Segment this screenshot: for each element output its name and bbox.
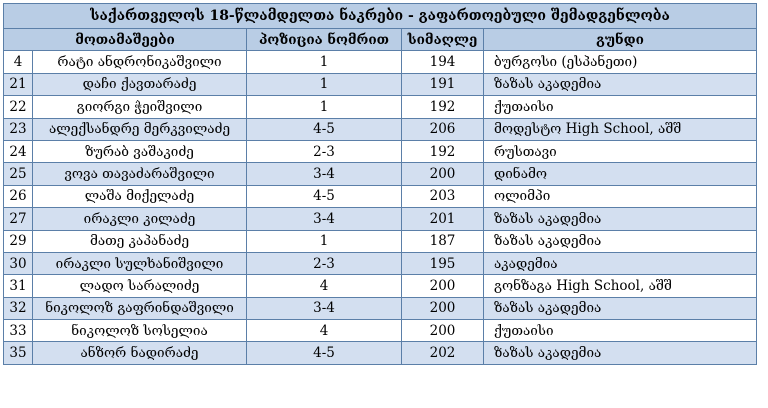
table-row — [4, 51, 757, 73]
player-number: 22 — [4, 96, 33, 118]
column-header-player: მოთამაშეები — [4, 29, 247, 51]
player-number: 4 — [4, 51, 33, 73]
player-name: რატი ანდრონიკაშვილი — [33, 51, 247, 73]
table-row — [4, 96, 757, 118]
player-team: დინამო — [484, 163, 757, 185]
player-team: ზაზას აკადემია — [484, 73, 757, 95]
player-team: ზაზას აკადემია — [484, 208, 757, 230]
player-team: გონზაგა High School, აშშ — [484, 275, 757, 297]
player-height: 201 — [402, 208, 484, 230]
player-name: ანზორ ნადირაძე — [33, 342, 247, 364]
player-position: 1 — [247, 96, 402, 118]
player-position: 1 — [247, 230, 402, 252]
table-row — [4, 275, 757, 297]
player-name: ნიკოლოზ გაფრინდაშვილი — [33, 297, 247, 319]
player-position: 4 — [247, 320, 402, 342]
player-position: 3-4 — [247, 208, 402, 230]
player-position: 2-3 — [247, 252, 402, 274]
player-height: 200 — [402, 297, 484, 319]
player-name: ლადო სარალიძე — [33, 275, 247, 297]
player-team: ქუთაისი — [484, 96, 757, 118]
player-number: 26 — [4, 185, 33, 207]
player-name: ზურაბ ვაშაკიძე — [33, 140, 247, 162]
player-number: 30 — [4, 252, 33, 274]
table-row — [4, 230, 757, 252]
player-position: 4 — [247, 275, 402, 297]
player-height: 206 — [402, 118, 484, 140]
player-name: ვოვა თავაძარაშვილი — [33, 163, 247, 185]
table-row — [4, 297, 757, 319]
player-height: 187 — [402, 230, 484, 252]
player-number: 33 — [4, 320, 33, 342]
player-position: 1 — [247, 73, 402, 95]
player-height: 192 — [402, 96, 484, 118]
player-height: 200 — [402, 275, 484, 297]
player-name: გიორგი ჭეიშვილი — [33, 96, 247, 118]
roster-body — [4, 51, 757, 364]
player-number: 31 — [4, 275, 33, 297]
player-team: ზაზას აკადემია — [484, 230, 757, 252]
player-position: 3-4 — [247, 163, 402, 185]
player-number: 23 — [4, 118, 33, 140]
player-team: ზაზას აკადემია — [484, 297, 757, 319]
column-header-position: პოზიცია ნომრით — [247, 29, 402, 51]
table-row — [4, 73, 757, 95]
column-header-team: გუნდი — [484, 29, 757, 51]
player-position: 2-3 — [247, 140, 402, 162]
player-team: მოდესტო High School, აშშ — [484, 118, 757, 140]
table-row — [4, 320, 757, 342]
player-position: 1 — [247, 51, 402, 73]
player-name: ირაკლი კილაძე — [33, 208, 247, 230]
player-number: 29 — [4, 230, 33, 252]
player-name: ირაკლი სულხანიშვილი — [33, 252, 247, 274]
player-team: რუსთავი — [484, 140, 757, 162]
player-height: 203 — [402, 185, 484, 207]
player-number: 27 — [4, 208, 33, 230]
player-number: 32 — [4, 297, 33, 319]
player-height: 191 — [402, 73, 484, 95]
player-height: 200 — [402, 163, 484, 185]
player-height: 195 — [402, 252, 484, 274]
player-team: ზაზას აკადემია — [484, 342, 757, 364]
player-number: 21 — [4, 73, 33, 95]
player-number: 25 — [4, 163, 33, 185]
player-team: აკადემია — [484, 252, 757, 274]
player-name: მათე კაპანაძე — [33, 230, 247, 252]
player-number: 24 — [4, 140, 33, 162]
player-height: 200 — [402, 320, 484, 342]
player-position: 4-5 — [247, 118, 402, 140]
table-title: საქართველოს 18-წლამდელთა ნაკრები - გაფართოებული შემადგენლობა — [4, 4, 757, 29]
player-team: ქუთაისი — [484, 320, 757, 342]
table-row — [4, 163, 757, 185]
player-name: ლაშა მიქელაძე — [33, 185, 247, 207]
table-row — [4, 185, 757, 207]
table-row — [4, 140, 757, 162]
player-number: 35 — [4, 342, 33, 364]
table-row — [4, 342, 757, 364]
player-name: დაჩი ქავთარაძე — [33, 73, 247, 95]
player-position: 3-4 — [247, 297, 402, 319]
player-position: 4-5 — [247, 185, 402, 207]
table-row — [4, 208, 757, 230]
player-height: 194 — [402, 51, 484, 73]
player-height: 202 — [402, 342, 484, 364]
table-row — [4, 118, 757, 140]
player-name: ნიკოლოზ სოსელია — [33, 320, 247, 342]
player-height: 192 — [402, 140, 484, 162]
player-name: ალექსანდრე მერკვილაძე — [33, 118, 247, 140]
roster-table — [3, 3, 757, 365]
column-header-height: სიმაღლე — [402, 29, 484, 51]
player-position: 4-5 — [247, 342, 402, 364]
player-team: ბურგოსი (ესპანეთი) — [484, 51, 757, 73]
table-row — [4, 252, 757, 274]
player-team: ოლიმპი — [484, 185, 757, 207]
